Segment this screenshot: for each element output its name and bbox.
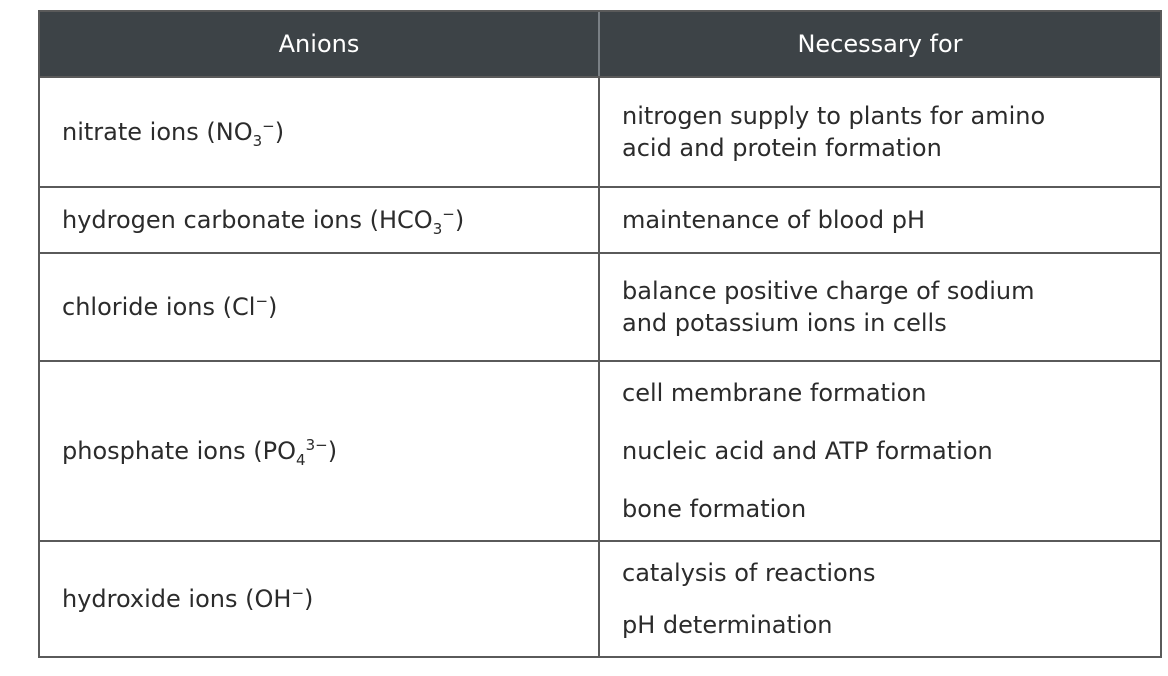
use-line: and potassium ions in cells bbox=[622, 309, 947, 337]
anion-formula bbox=[232, 292, 268, 322]
table-row bbox=[40, 540, 1160, 656]
table-row bbox=[40, 76, 1160, 186]
use-line: acid and protein formation bbox=[622, 134, 942, 162]
formula-charge: − bbox=[255, 292, 269, 310]
table-row bbox=[40, 252, 1160, 360]
anion-formula bbox=[255, 584, 305, 614]
table-header bbox=[40, 12, 1160, 76]
formula-charge: − bbox=[291, 584, 305, 602]
formula-base: OH bbox=[254, 585, 292, 613]
formula-subscript: 3 bbox=[252, 131, 263, 150]
anion-formula bbox=[379, 205, 455, 238]
formula-subscript: 3 bbox=[432, 219, 443, 238]
use-cell bbox=[600, 188, 1160, 252]
use-cell bbox=[600, 542, 1160, 656]
anion-cell: hydroxide ions ( OH− ) bbox=[40, 542, 600, 656]
anion-name: nitrate ions bbox=[62, 118, 199, 146]
header-necessary-for: Necessary for bbox=[797, 30, 963, 58]
anion-name: hydroxide ions bbox=[62, 585, 238, 613]
formula-base: HCO bbox=[379, 206, 433, 234]
formula-base: PO bbox=[262, 437, 297, 465]
formula-base: Cl bbox=[232, 293, 256, 321]
use-line: balance positive charge of sodium bbox=[622, 277, 1035, 305]
formula-base: NO bbox=[215, 118, 253, 146]
header-anions: Anions bbox=[40, 12, 600, 76]
table-row bbox=[40, 360, 1160, 540]
anion-cell: hydrogen carbonate ions ( $HCO_3^-$ ) bbox=[40, 188, 600, 252]
anion-name: chloride ions bbox=[62, 293, 215, 321]
formula-charge: − bbox=[442, 205, 455, 223]
use-line: catalysis of reactions bbox=[622, 559, 876, 587]
table-row bbox=[40, 186, 1160, 252]
use-line: cell membrane formation bbox=[622, 379, 927, 407]
anion-formula bbox=[262, 436, 328, 469]
use-line: nitrogen supply to plants for amino bbox=[622, 102, 1046, 130]
use-line: maintenance of blood pH bbox=[622, 206, 926, 234]
use-cell bbox=[600, 254, 1160, 360]
use-line: bone formation bbox=[622, 495, 807, 523]
anion-cell: phosphate ions ( $PO_4^{3-}$ ) bbox=[40, 362, 600, 540]
formula-subscript: 4 bbox=[296, 450, 306, 469]
anion-name: phosphate ions bbox=[62, 437, 246, 465]
formula-charge: 3− bbox=[305, 436, 328, 454]
use-cell bbox=[600, 362, 1160, 540]
formula-charge: − bbox=[262, 117, 275, 135]
anion-cell: nitrate ions ( $NO_3^-$ ) bbox=[40, 78, 600, 186]
anion-formula bbox=[215, 117, 275, 150]
use-line: nucleic acid and ATP formation bbox=[622, 437, 993, 465]
use-cell bbox=[600, 78, 1160, 186]
use-line: pH determination bbox=[622, 611, 833, 639]
anion-cell: chloride ions ( Cl− ) bbox=[40, 254, 600, 360]
anions-table bbox=[38, 10, 1162, 658]
anion-name: hydrogen carbonate ions bbox=[62, 206, 362, 234]
